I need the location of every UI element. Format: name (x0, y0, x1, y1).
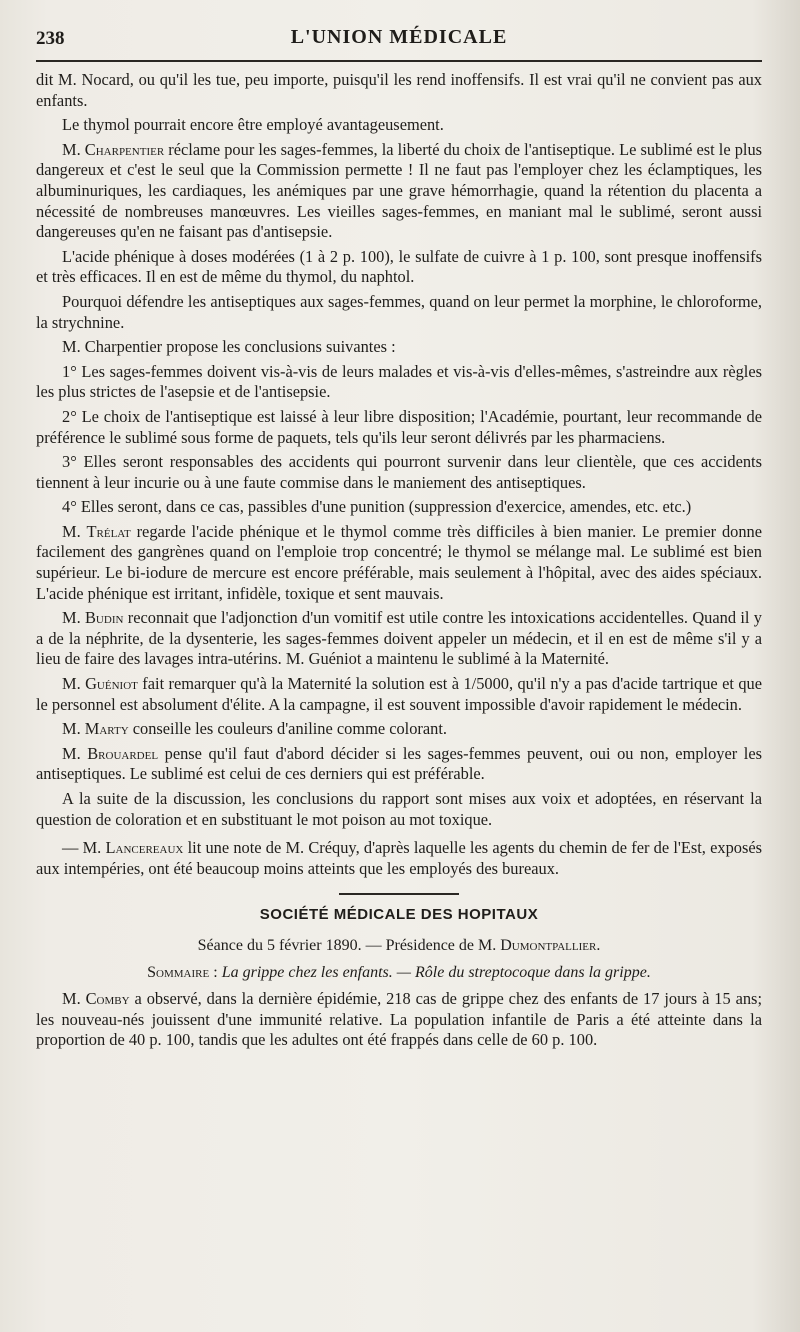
sommaire-label: Sommaire (147, 963, 210, 981)
speaker-text: reconnait que l'adjonction d'un vomitif est utile contre les intoxications accidentelles. Quand il y a de la néphrite, de la dysenterie, les sages-femmes doivent appeler un médecin, et il en est de même s'il y a lieu de faire des lavages intra-utérins. M. Guéniot a maintenu le sublimé à la Maternité. (36, 608, 762, 669)
page-header (36, 26, 762, 56)
session-line (36, 936, 762, 957)
speaker-prefix: M. (62, 989, 86, 1009)
paragraph-brouardel (36, 744, 762, 785)
sommaire-sep: : (209, 963, 222, 981)
paragraph: Pourquoi défendre les antiseptiques aux sages-femmes, quand on leur permet la morphine, le chloroforme, la strychnine. (36, 291, 762, 332)
paragraph-conclusion: A la suite de la discussion, les conclusions du rapport sont mises aux voix et adoptées, en réservant la question de coloration et en substituant le mot poison au mot toxique. (36, 789, 762, 829)
speaker-text: lit une note de M. Créquy, d'après laquelle les agents du chemin de fer de l'Est, exposés aux intempéries, ont été beaucoup moins atteints que les employés des bureaux. (36, 838, 762, 878)
paragraph-lancereaux (36, 838, 762, 879)
speaker-name: Guéniot (85, 674, 138, 694)
speaker-prefix: M. (62, 743, 88, 763)
speaker-prefix: M. (62, 139, 85, 159)
page-number: 238 (36, 28, 65, 49)
president-name: Dumontpallier (500, 936, 597, 954)
paragraph: L'acide phénique à doses modérées (1 à 2 p. 100), le sulfate de cuivre à 1 p. 100, sont presque inoffensifs et très efficaces. Il en est de même du thymol, du naphtol. (36, 246, 762, 287)
speaker-prefix: M. (62, 521, 87, 541)
paragraph-charpentier (36, 140, 762, 243)
speaker-prefix: — M. (62, 838, 106, 858)
speaker-name: Comby (85, 989, 130, 1009)
speaker-name: Trélat (86, 521, 131, 541)
conclusion-item: 4° Elles seront, dans ce cas, passibles d'une punition (suppression d'exercice, amendes, etc. etc.) (62, 497, 692, 517)
paragraph: dit M. Nocard, ou qu'il les tue, peu importe, puisqu'il les rend inoffensifs. Il est vrai qu'il ne convient pas aux enfants. (36, 70, 762, 110)
society-title: SOCIÉTÉ MÉDICALE DES HOPITAUX (259, 906, 539, 924)
paragraph-budin (36, 608, 762, 670)
session-text: Séance du 5 février 1890. — Présidence de M. (197, 936, 501, 954)
sommaire-text: La grippe chez les enfants. — Rôle du streptocoque dans la grippe. (221, 963, 651, 981)
conclusion-item: 2° Le choix de l'antiseptique est laissé à leur libre disposition; l'Académie, pourtant, leur recommande de préférence le sublimé sous forme de paquets, tels qu'ils leur seront délivrés par les pharmaciens. (36, 406, 762, 447)
paragraph: M. Charpentier propose les conclusions suivantes : (62, 337, 396, 357)
speaker-name: Marty (84, 719, 129, 739)
header-rule (36, 60, 762, 62)
paragraph-gueniot (36, 674, 762, 715)
article-body (36, 70, 762, 1051)
conclusion-item: 3° Elles seront responsables des accidents qui pourront survenir dans leur clientèle, que ces accidents tiennent à leur incurie ou à une faute commise dans le maniement des antiseptiques. (36, 452, 762, 492)
speaker-name: Lancereaux (105, 838, 184, 858)
sommaire-line (36, 963, 762, 984)
speaker-prefix: M. (62, 608, 85, 628)
speaker-text: conseille les couleurs d'aniline comme colorant. (128, 719, 448, 739)
speaker-name: Budin (85, 608, 124, 628)
section-separator (339, 893, 459, 895)
speaker-text: réclame pour les sages-femmes, la liberté du choix de l'antiseptique. Le sublimé est le plus dangereux et c'est le seul que la Commission permette ! Il ne faut pas l'employer chez les éclamptiques, les albuminuriques, les cardiaques, les anémiques par une grave hémorrhagie, quand la rétention du placenta a nécessité de nombreuses manœuvres. Les vieilles sages-femmes, en maniant mal le sublimé, seront aussi dangereuses qu'en ne faisant pas d'antisepsie. (36, 139, 763, 242)
speaker-prefix: M. (62, 674, 86, 694)
speaker-name: Brouardel (87, 743, 159, 763)
conclusion-item: 1° Les sages-femmes doivent vis-à-vis de leurs malades et vis-à-vis d'elles-mêmes, s'astreindre aux règles les plus strictes de l'asepsie et de l'antisepsie. (36, 361, 762, 402)
speaker-name: Charpentier (84, 139, 165, 159)
speaker-prefix: M. (62, 719, 85, 739)
speaker-text: regarde l'acide phénique et le thymol comme très difficiles à bien manier. Le premier donne facilement des gangrènes quand on l'emploie trop concentré; le thymol se mélange mal. Le sublimé est bien supérieur. Le bi-iodure de mercure est encore préférable, mais seulement à l'hôpital, avec des aides spéciaux. L'acide phénique est irritant, infidèle, toxique et sent mauvais. (36, 521, 762, 603)
running-title: L'UNION MÉDICALE (290, 26, 508, 48)
session-suffix: . (596, 936, 601, 954)
speaker-text: pense qu'il faut d'abord décider si les sages-femmes peuvent, oui ou non, employer les antiseptiques. Le sublimé est celui de ces derniers qui est préférable. (36, 743, 762, 784)
paragraph-comby (36, 989, 762, 1051)
paragraph-marty (36, 719, 762, 740)
paragraph-trelat (36, 522, 762, 604)
speaker-text: a observé, dans la dernière épidémie, 218 cas de grippe chez des enfants de 17 jours à 15 ans; les nouveau-nés jouissent d'une immunité relative. La population infantile de Paris a été atteinte dans la proportion de 40 p. 100, tandis que les adultes ont été frappés dans celle de 60 p. 100. (36, 989, 762, 1050)
speaker-text: fait remarquer qu'à la Maternité la solution est à 1/5000, qu'il n'y a pas d'acide tartrique et que le personnel est absolument d'élite. A la campagne, il est souvent impossible d'avoir rapidement le médecin. (36, 674, 762, 714)
paragraph: Le thymol pourrait encore être employé avantageusement. (62, 115, 444, 135)
